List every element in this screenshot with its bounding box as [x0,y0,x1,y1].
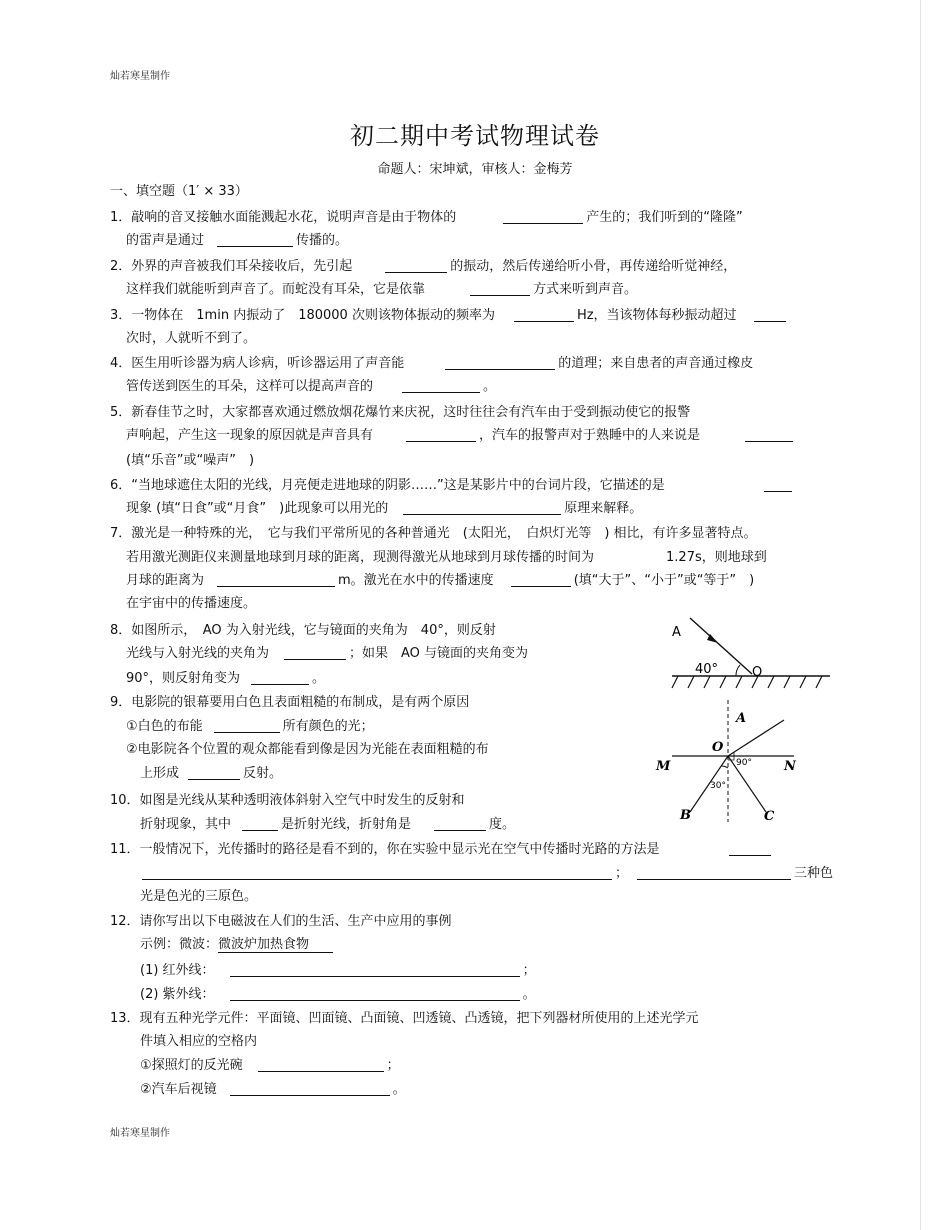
answer-blank[interactable] [745,427,793,442]
label-n: N [784,759,796,774]
label-c: C [764,809,775,824]
page-footer: 灿若寒星制作 [110,1128,170,1139]
page-edge [920,0,921,1230]
section-heading: 一、填空题（1′ × 33） [110,184,248,199]
question-6-line-1: 6．“当地球遮住太阳的光线，月亮便走进地球的阴影……”这是某影片中的台词片段，它描述的是 [110,477,795,495]
answer-blank[interactable] [217,232,293,247]
question-2-line-2: 这样我们就能听到声音了。而蛇没有耳朵，它是依靠 方式来听到声音。 [126,282,638,297]
question-13-item-2: ②汽车后视镜 。 [140,1082,406,1097]
question-10-line-1: 10．如图是光线从某种透明液体斜射入空气中时发生的反射和 [110,793,465,808]
answer-blank[interactable] [754,307,786,322]
answer-blank[interactable] [445,355,555,370]
angle-arc [736,665,740,676]
question-4-line-2: 管传送到医生的耳朵，这样可以提高声音的 。 [126,379,497,394]
answer-blank[interactable] [230,962,520,977]
answer-blank[interactable] [503,209,583,224]
question-7-line-1: 7．激光是一种特殊的光， 它与我们平常所见的各种普通光 (太阳光， 白炽灯光等 ) 相比，有许多显著特点。 [110,526,757,541]
answer-blank[interactable] [637,865,791,880]
answer-blank[interactable] [251,670,309,685]
question-8-line-1: 8．如图所示， AO 为入射光线，它与镜面的夹角为 40°，则反射 [110,623,496,638]
question-13-item-1: ①探照灯的反光碗 ； [140,1058,400,1073]
answer-blank[interactable] [403,500,561,515]
author-line: 命题人：宋坤斌，审核人：金梅芳 [377,162,573,177]
question-5-line-1: 5．新春佳节之时，大家都喜欢通过燃放烟花爆竹来庆祝，这时往往会有汽车由于受到振动使它的报警 [110,405,691,420]
question-1-line-1: 1．敲响的音叉接触水面能溅起水花，说明声音是由于物体的 产生的；我们听到的“隆隆” [110,210,743,225]
answer-blank[interactable] [258,1057,384,1072]
question-6-line-2: 现象 (填“日食”或“月食” )此现象可以用光的 原理来解释。 [126,501,643,516]
question-9-line-3: ②电影院各个位置的观众都能看到像是因为光能在表面粗糙的布 [126,742,489,757]
answer-blank[interactable] [764,477,792,492]
question-12-line-1: 12．请你写出以下电磁波在人们的生活、生产中应用的事例 [110,914,452,929]
page-title: 初二期中考试物理试卷 [350,122,600,150]
question-7-line-2: 若用激光测距仪来测量地球到月球的距离，现测得激光从地球到月球传播的时间为 1.27s，则地球到 [126,550,767,565]
answer-blank[interactable] [470,281,530,296]
question-3-line-1: 3．一物体在 1min 内振动了 180000 次则该物体振动的频率为 Hz，当该物体每秒振动超过 [110,307,789,325]
question-5-line-3: (填“乐音”或“噪声” ) [126,453,255,468]
answer-blank[interactable] [284,645,346,660]
question-3-line-2: 次时，人就听不到了。 [126,331,257,346]
question-12-infrared: (1) 红外线： ； [140,963,536,978]
label-b: B [680,808,691,823]
label-o: O [712,740,724,755]
question-10-line-2: 折射现象，其中 是折射光线，折射角是 度。 [140,817,516,832]
answer-blank[interactable] [230,986,520,1001]
question-11-line-1: 11．一般情况下，光传播时的路径是看不到的，你在实验中显示光在空气中传播时光路的方法是 [110,841,774,859]
question-7-line-4: 在宇宙中的传播速度。 [126,596,257,611]
answer-blank[interactable] [188,765,240,780]
answer-blank[interactable] [230,1081,390,1096]
question-7-line-3: 月球的距离为 m。激光在水中的传播速度 (填“大于”、“小于”或“等于” ) [126,573,755,588]
answer-blank[interactable] [729,841,771,856]
answer-blank[interactable] [385,258,447,273]
question-2-line-1: 2．外界的声音被我们耳朵接收后，先引起 的振动，然后传递给听小骨，再传递给听觉神经， [110,259,737,274]
mirror-diagram [660,612,840,694]
angle-90-label: 90° [736,758,752,768]
question-13-line-1: 13．现有五种光学元件：平面镜、凹面镜、凸面镜、凹透镜、凸透镜，把下列器材所使用的上述光学元 [110,1011,699,1026]
point-o-label: O [752,665,763,680]
question-5-line-2: 声响起，产生这一现象的原因就是声音具有 ，汽车的报警声对于熟睡中的人来说是 [126,427,796,445]
answer-blank[interactable] [214,718,280,733]
answer-blank[interactable] [511,572,571,587]
question-12-example: 示例：微波：微波炉加热食物 [140,936,333,954]
question-8-line-2: 光线与入射光线的夹角为 ；如果 AO 与镜面的夹角变为 [126,646,529,661]
question-11-line-2: ； 三种色 [140,865,833,883]
angle-30-label: 30° [710,781,726,791]
question-1-line-2: 的雷声是通过 传播的。 [126,233,349,248]
question-12-ultraviolet: (2) 紫外线： 。 [140,987,536,1002]
answer-blank[interactable] [514,307,574,322]
mirror-hatching [672,676,822,688]
answer-blank[interactable] [434,816,486,831]
answer-blank[interactable] [217,572,335,587]
question-9-line-1: 9．电影院的银幕要用白色且表面粗糙的布制成，是有两个原因 [110,695,470,710]
label-a: A [736,711,747,726]
refraction-diagram [650,698,810,826]
answer-blank[interactable] [406,427,476,442]
answer-blank[interactable] [242,816,278,831]
question-11-line-3: 光是色光的三原色。 [140,889,258,904]
point-a-label: A [672,625,681,640]
question-4-line-1: 4．医生用听诊器为病人诊病，听诊器运用了声音能 的道理；来自患者的声音通过橡皮 [110,356,754,371]
page-header: 灿若寒星制作 [110,71,170,82]
answer-blank[interactable] [142,865,612,880]
question-9-line-2: ①白色的布能 所有颜色的光； [126,719,374,734]
question-8-line-3: 90°，则反射角变为 。 [126,671,326,686]
label-m: M [656,759,671,774]
answer-blank[interactable] [402,378,480,393]
angle-label: 40° [695,662,719,677]
question-9-line-4: 上形成 反射。 [140,766,283,781]
question-13-line-2: 件填入相应的空格内 [140,1034,258,1049]
angle-arc-30 [721,766,728,768]
example-answer: 微波炉加热食物 [218,937,333,953]
